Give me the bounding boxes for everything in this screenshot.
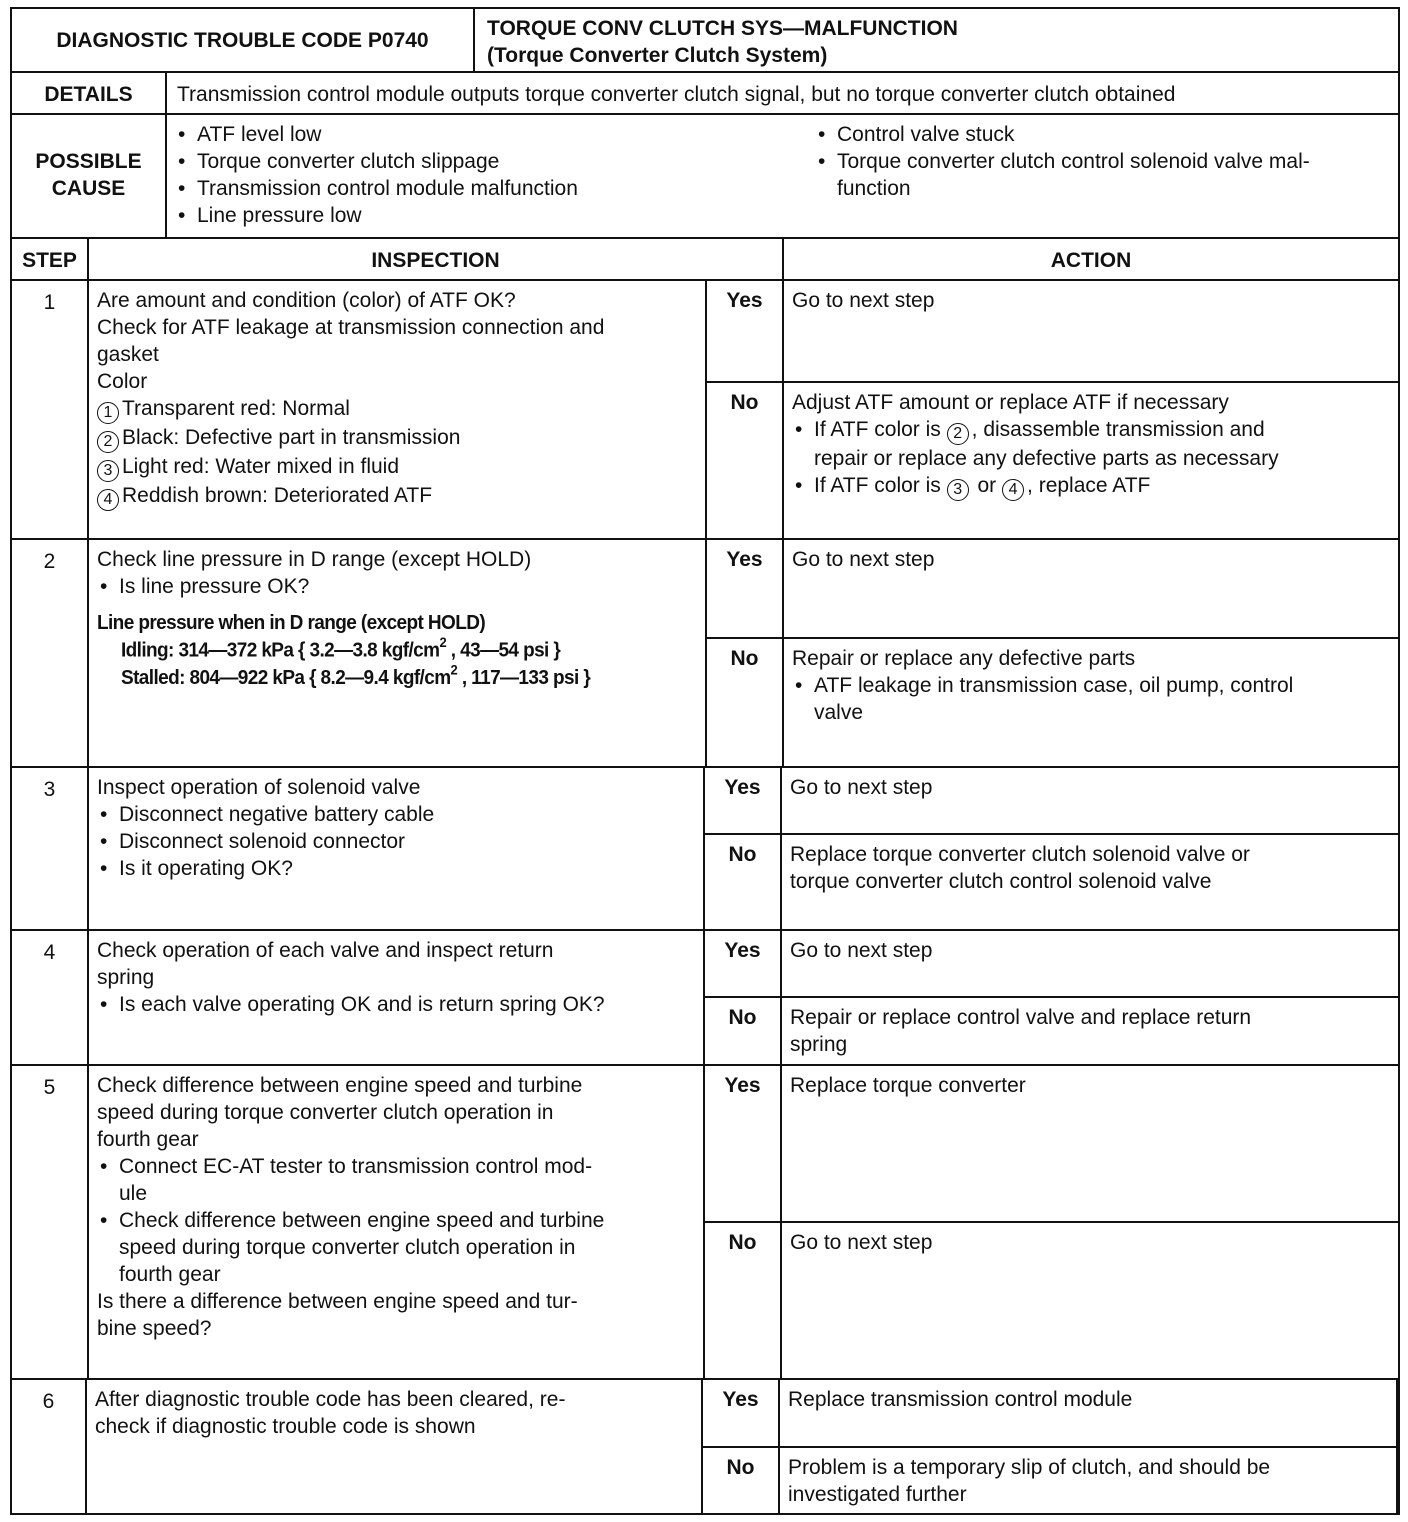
- step-2-yes-label: Yes: [705, 538, 784, 639]
- step-3-inspection: Inspect operation of solenoid valve • Disconnect negative battery cable • Disconnect solenoid connector • Is it operating OK?: [87, 766, 705, 931]
- possible-cause-label-2: CAUSE: [51, 177, 126, 200]
- step-4-no-label: No: [703, 996, 782, 1066]
- color-item: 4 Reddish brown: Deteriorated ATF: [97, 482, 697, 511]
- color-item: 2 Black: Defective part in transmission: [97, 424, 697, 453]
- circled-number-3: 3: [947, 479, 969, 501]
- step-5-yes-action: Replace torque converter: [780, 1064, 1400, 1223]
- dtc-title: DIAGNOSTIC TROUBLE CODE P0740: [56, 29, 429, 52]
- step-1-no-action: Adjust ATF amount or replace ATF if necessary • If ATF color is 2 , disassemble transmission and repair or replace any defective parts as necessary • If ATF color is 3 or 4 , replace ATF: [782, 381, 1400, 540]
- step-6-yes-action: Replace transmission control module: [778, 1378, 1398, 1448]
- details-text: Transmission control module outputs torque converter clutch signal, but no torque converter clutch obtained: [177, 83, 1176, 106]
- step-4-yes-label: Yes: [703, 929, 782, 998]
- circled-number-4: 4: [97, 489, 119, 511]
- circled-number-1: 1: [97, 402, 119, 424]
- color-item: 1 Transparent red: Normal: [97, 395, 697, 424]
- step-2-no-action: Repair or replace any defective parts • ATF leakage in transmission case, oil pump, control valve: [782, 637, 1400, 768]
- cause-item: • ATF level low: [175, 121, 795, 148]
- step-1-number: 1: [10, 279, 89, 540]
- system-subtitle: (Torque Converter Clutch System): [487, 44, 828, 67]
- action-column-header: ACTION: [782, 237, 1400, 281]
- details-text-cell: [165, 71, 1400, 115]
- step-3-no-action: Replace torque converter clutch solenoid valve or torque converter clutch control solenoid valve: [780, 833, 1400, 931]
- cause-item: • Torque converter clutch slippage: [175, 148, 795, 175]
- circled-number-2: 2: [947, 423, 969, 445]
- step-6-number: 6: [10, 1378, 87, 1515]
- step-2-no-label: No: [705, 637, 784, 768]
- step-4-yes-action: Go to next step: [780, 929, 1400, 998]
- possible-cause-label-cell: [10, 113, 167, 239]
- step-5-inspection: Check difference between engine speed and turbine speed during torque converter clutch operation in fourth gear • Connect EC-AT tester to transmission control mod- ule • Check difference between engine speed and turbine speed during torque converter clutch operation in fourth gear Is there a difference between engine speed and tur- bine speed?: [87, 1064, 705, 1380]
- inspection-column-header: INSPECTION: [87, 237, 784, 281]
- details-label-cell: [10, 71, 167, 115]
- cause-item: • Transmission control module malfunction: [175, 175, 795, 202]
- cause-item: • Line pressure low: [175, 202, 795, 229]
- line-pressure-spec: Line pressure when in D range (except HOLD) Idling: 314—372 kPa { 3.2—3.8 kgf/$cm^2$ , 43—54 psi } Stalled: 804—922 kPa { 8.2—9.4 kgf/$cm^2$ , 117—133 psi }: [97, 612, 591, 690]
- step-3-no-label: No: [703, 833, 782, 931]
- step-1-yes-action: Go to next step: [782, 279, 1400, 383]
- cause-list-right: [815, 121, 1395, 202]
- details-label: DETAILS: [44, 83, 133, 106]
- step-6-no-label: No: [701, 1446, 780, 1515]
- cause-item: • Control valve stuck: [815, 121, 1395, 148]
- step-6-inspection: After diagnostic trouble code has been cleared, re- check if diagnostic trouble code is shown: [85, 1378, 703, 1515]
- step-3-yes-action: Go to next step: [780, 766, 1400, 835]
- step-3-yes-label: Yes: [703, 766, 782, 835]
- step-2-number: 2: [10, 538, 89, 768]
- step-3-number: 3: [10, 766, 89, 931]
- step-4-number: 4: [10, 929, 89, 1066]
- color-item: 3 Light red: Water mixed in fluid: [97, 453, 697, 482]
- system-title-cell: [473, 7, 1400, 73]
- step-5-no-label: No: [703, 1221, 782, 1380]
- possible-cause-label-1: POSSIBLE: [35, 150, 142, 173]
- circled-number-2: 2: [97, 431, 119, 453]
- circled-number-3: 3: [97, 460, 119, 482]
- step-4-no-action: Repair or replace control valve and replace return spring: [780, 996, 1400, 1066]
- cause-list-left: [175, 121, 795, 229]
- system-title: TORQUE CONV CLUTCH SYS—MALFUNCTION: [487, 17, 958, 40]
- step-5-yes-label: Yes: [703, 1064, 782, 1223]
- step-1-no-label: No: [705, 381, 784, 540]
- step-6-yes-label: Yes: [701, 1378, 780, 1448]
- step-5-no-action: Go to next step: [780, 1221, 1400, 1380]
- circled-number-4: 4: [1002, 479, 1024, 501]
- step-4-inspection: Check operation of each valve and inspect return spring • Is each valve operating OK and is return spring OK?: [87, 929, 705, 1066]
- step-1-inspection: Are amount and condition (color) of ATF OK? Check for ATF leakage at transmission connection and gasket Color 1 Transparent red: Normal 2 Black: Defective part in transmission 3 Light red: Water mixed in fluid 4 Reddish brown: Deteriorated ATF: [87, 279, 707, 540]
- cause-item: • Torque converter clutch control solenoid valve mal- function: [815, 148, 1395, 202]
- step-6-no-action: Problem is a temporary slip of clutch, and should be investigated further: [778, 1446, 1398, 1515]
- step-2-inspection: Check line pressure in D range (except HOLD) • Is line pressure OK? Line pressure when in D range (except HOLD) Idling: 314—372 kPa { 3.2—3.8 kgf/$cm^2$ , 43—54 psi } Stalled: 804—922 kPa { 8.2—9.4 kgf/$cm^2$ , 117—133 psi }: [87, 538, 707, 768]
- possible-cause-list-cell: [165, 113, 1400, 239]
- step-column-header: STEP: [10, 237, 89, 281]
- dtc-title-cell: [10, 7, 475, 73]
- step-5-number: 5: [10, 1064, 89, 1380]
- step-1-yes-label: Yes: [705, 279, 784, 383]
- step-2-yes-action: Go to next step: [782, 538, 1400, 639]
